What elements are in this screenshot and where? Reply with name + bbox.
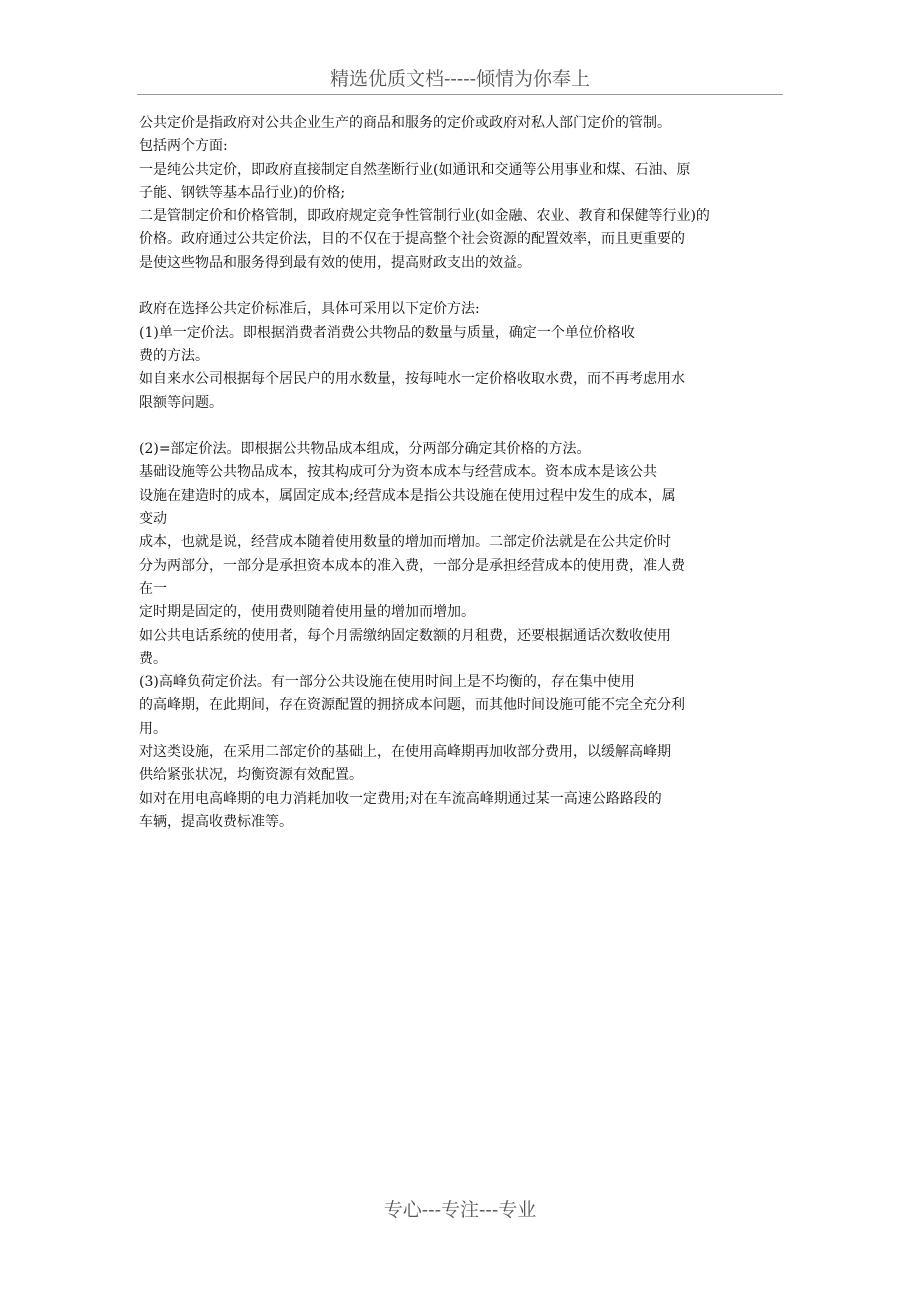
text-line: 如自来水公司根据每个居民户的用水数量，按每吨水一定价格收取水费，而不再考虑用水 xyxy=(139,371,685,388)
text-line: (3)高峰负荷定价法。有一部分公共设施在使用时间上是不均衡的，存在集中使用 xyxy=(139,674,635,691)
page-header: 精选优质文档-----倾情为你奉上 xyxy=(137,64,783,95)
text-line: (1)单一定价法。即根据消费者消费公共物品的数量与质量，确定一个单位价格收 xyxy=(139,324,635,341)
text-line: 在一 xyxy=(139,580,167,597)
blank-line xyxy=(139,275,819,298)
text-line: 子能、钢铁等基本品行业)的价格; xyxy=(139,184,346,201)
text-line: 成本，也就是说，经营成本随着使用数量的增加而增加。二部定价法就是在公共定价时 xyxy=(139,534,671,551)
text-line: (2)=部定价法。即根据公共物品成本组成，分两部分确定其价格的方法。 xyxy=(139,441,591,458)
text-line: 设施在建造时的成本，属固定成本;经营成本是指公共设施在使用过程中发生的成本，属 xyxy=(139,487,676,504)
text-line: 价格。政府通过公共定价法，目的不仅在于提高整个社会资源的配置效率，而且更重要的 xyxy=(139,231,685,248)
text-line: 一是纯公共定价，即政府直接制定自然垄断行业(如通讯和交通等公用事业和煤、石油、原 xyxy=(139,161,691,178)
text-line: 政府在选择公共定价标准后，具体可采用以下定价方法: xyxy=(139,301,480,318)
text-line: 用。 xyxy=(139,720,167,737)
text-line: 基础设施等公共物品成本，按其构成可分为资本成本与经营成本。资本成本是该公共 xyxy=(139,464,657,481)
text-line: 费。 xyxy=(139,650,167,667)
text-line: 变动 xyxy=(139,511,167,528)
text-line: 的高峰期，在此期间，存在资源配置的拥挤成本问题，而其他时间设施可能不完全充分利 xyxy=(139,697,685,714)
page-footer: 专心---专注---专业 xyxy=(383,1199,537,1221)
text-line: 分为两部分，一部分是承担资本成本的准入费，一部分是承担经营成本的使用费，准人费 xyxy=(139,557,685,574)
blank-line xyxy=(139,415,819,438)
text-line: 如对在用电高峰期的电力消耗加收一定费用;对在车流高峰期通过某一高速公路路段的 xyxy=(139,790,662,807)
text-line: 如公共电话系统的使用者，每个月需缴纳固定数额的月租费，还要根据通话次数收使用 xyxy=(139,627,671,644)
text-line: 车辆，提高收费标准等。 xyxy=(139,813,293,830)
document-body xyxy=(139,112,819,834)
text-line: 是使这些物品和服务得到最有效的使用，提高财政支出的效益。 xyxy=(139,254,531,271)
text-line: 费的方法。 xyxy=(139,347,209,364)
text-line: 供给紧张状况，均衡资源有效配置。 xyxy=(139,767,363,784)
text-line: 定时期是固定的，使用费则随着使用量的增加而增加。 xyxy=(139,604,475,621)
text-line: 包括两个方面: xyxy=(139,138,228,155)
text-line: 二是管制定价和价格管制，即政府规定竞争性管制行业(如金融、农业、教育和保健等行业)的 xyxy=(139,208,710,225)
text-line: 公共定价是指政府对公共企业生产的商品和服务的定价或政府对私人部门定价的管制。 xyxy=(139,115,671,131)
text-line: 对这类设施，在采用二部定价的基础上，在使用高峰期再加收部分费用，以缓解高峰期 xyxy=(139,744,671,761)
text-line: 限额等问题。 xyxy=(139,394,223,411)
